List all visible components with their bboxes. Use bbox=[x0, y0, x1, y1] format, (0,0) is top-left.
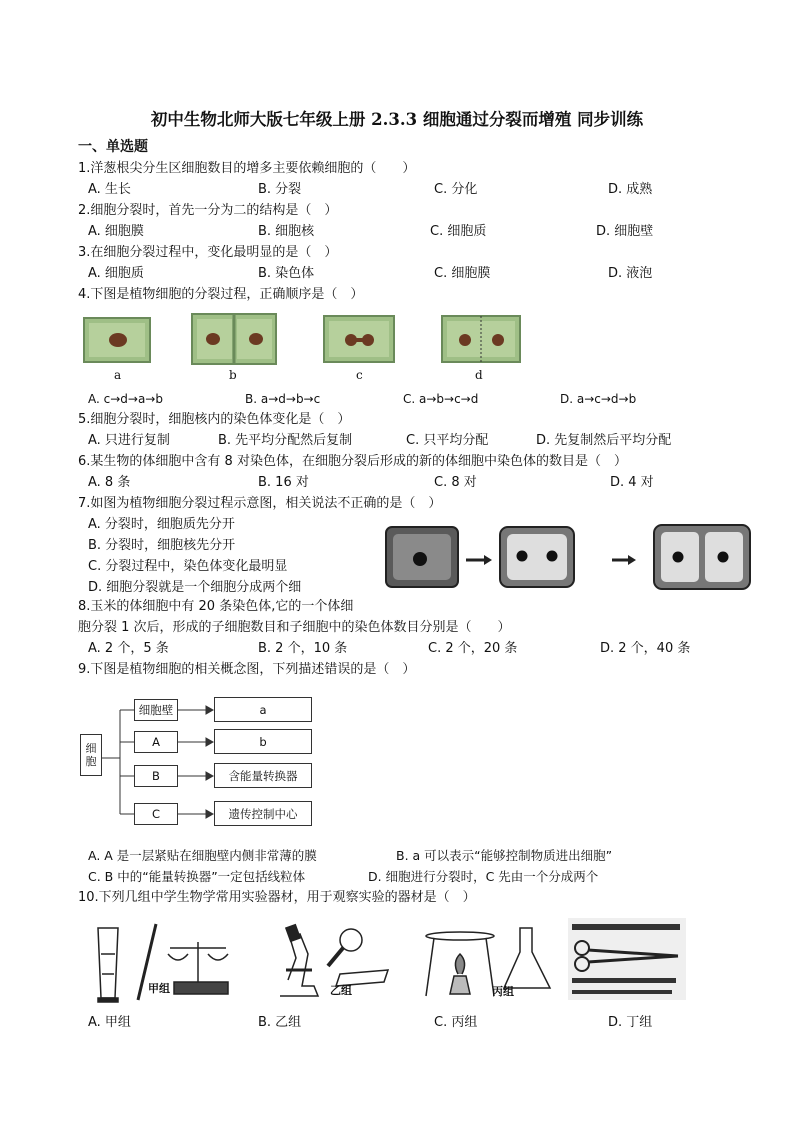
cell-d-label: d bbox=[475, 368, 483, 382]
q8-option-d[interactable]: D. 2 个，40 条 bbox=[600, 641, 691, 656]
question-7-stem: 7.如图为植物细胞分裂过程示意图，相关说法不正确的是（ ） bbox=[78, 496, 442, 511]
cell-stage-2-image bbox=[500, 527, 574, 587]
q5-option-b[interactable]: B. 先平均分配然后复制 bbox=[218, 433, 353, 448]
cell-stage-3-image bbox=[654, 525, 750, 589]
q5-option-a[interactable]: A. 只进行复制 bbox=[88, 433, 170, 448]
arrow-icon bbox=[466, 555, 492, 565]
q10-option-c[interactable]: C. 丙组 bbox=[434, 1015, 478, 1030]
q2-option-d[interactable]: D. 细胞壁 bbox=[596, 224, 654, 239]
q9-option-b[interactable]: B. a 可以表示“能够控制物质进出细胞” bbox=[396, 848, 613, 863]
q10-option-a[interactable]: A. 甲组 bbox=[88, 1015, 131, 1030]
q8-option-b[interactable]: B. 2 个，10 条 bbox=[258, 641, 348, 656]
q4-option-b[interactable]: B. a→d→b→c bbox=[245, 392, 321, 406]
question-9-stem: 9.下图是植物细胞的相关概念图，下列描述错误的是（ ） bbox=[78, 662, 416, 677]
q3-option-a[interactable]: A. 细胞质 bbox=[88, 266, 144, 281]
concept-leaf-genetic-control: 遗传控制中心 bbox=[214, 801, 312, 826]
cell-b-image bbox=[192, 314, 276, 364]
concept-leaf-a: a bbox=[214, 697, 312, 722]
q10-option-b[interactable]: B. 乙组 bbox=[258, 1015, 302, 1030]
cell-stage-1-image bbox=[386, 527, 458, 587]
group-jia-label: 甲组 bbox=[148, 982, 170, 995]
concept-node-b: B bbox=[134, 765, 178, 787]
q1-option-c[interactable]: C. 分化 bbox=[434, 182, 478, 197]
q6-option-d[interactable]: D. 4 对 bbox=[610, 475, 654, 490]
concept-node-a: A bbox=[134, 731, 178, 753]
group-ding-equipment-image bbox=[568, 918, 686, 1000]
question-3-stem: 3.在细胞分裂过程中，变化最明显的是（ ） bbox=[78, 245, 338, 260]
question-8-stem-line-1: 8.玉米的体细胞中有 20 条染色体,它的一个体细 bbox=[78, 599, 354, 614]
concept-leaf-energy-converter: 含能量转换器 bbox=[214, 763, 312, 788]
q7-option-d[interactable]: D. 细胞分裂就是一个细胞分成两个细 bbox=[88, 580, 302, 595]
group-bing-label: 丙组 bbox=[492, 985, 514, 998]
cell-a-label: a bbox=[114, 368, 122, 382]
q7-option-b[interactable]: B. 分裂时，细胞核先分开 bbox=[88, 538, 236, 553]
q1-option-a[interactable]: A. 生长 bbox=[88, 182, 131, 197]
cell-a-image bbox=[84, 318, 150, 362]
q8-option-a[interactable]: A. 2 个，5 条 bbox=[88, 641, 169, 656]
concept-node-cell-wall: 细胞壁 bbox=[134, 699, 178, 721]
q2-option-a[interactable]: A. 细胞膜 bbox=[88, 224, 144, 239]
concept-root-cell: 细胞 bbox=[80, 734, 102, 776]
q3-option-d[interactable]: D. 液泡 bbox=[608, 266, 653, 281]
arrow-icon bbox=[612, 555, 636, 565]
question-4-stem: 4.下图是植物细胞的分裂过程，正确顺序是（ ） bbox=[78, 287, 364, 302]
q7-option-c[interactable]: C. 分裂过程中，染色体变化最明显 bbox=[88, 559, 288, 574]
q6-option-c[interactable]: C. 8 对 bbox=[434, 475, 477, 490]
section-heading: 一、单选题 bbox=[78, 139, 148, 155]
cell-c-label: c bbox=[356, 368, 363, 382]
q1-option-b[interactable]: B. 分裂 bbox=[258, 182, 302, 197]
question-1-stem: 1.洋葱根尖分生区细胞数目的增多主要依赖细胞的（ ） bbox=[78, 161, 416, 176]
q1-option-d[interactable]: D. 成熟 bbox=[608, 182, 653, 197]
question-5-stem: 5.细胞分裂时，细胞核内的染色体变化是（ ） bbox=[78, 412, 351, 427]
q9-option-a[interactable]: A. A 是一层紧贴在细胞壁内侧非常薄的膜 bbox=[88, 848, 317, 863]
cell-c-image bbox=[324, 316, 394, 362]
q10-option-d[interactable]: D. 丁组 bbox=[608, 1015, 653, 1030]
cell-d-image bbox=[442, 316, 520, 362]
q3-option-b[interactable]: B. 染色体 bbox=[258, 266, 315, 281]
plant-cell-division-figure bbox=[384, 523, 754, 593]
question-2-stem: 2.细胞分裂时，首先一分为二的结构是（ ） bbox=[78, 203, 338, 218]
q9-option-c[interactable]: C. B 中的“能量转换器”一定包括线粒体 bbox=[88, 869, 306, 884]
concept-node-c: C bbox=[134, 803, 178, 825]
group-yi-label: 乙组 bbox=[330, 984, 352, 997]
q5-option-c[interactable]: C. 只平均分配 bbox=[406, 433, 489, 448]
q8-option-c[interactable]: C. 2 个，20 条 bbox=[428, 641, 518, 656]
q5-option-d[interactable]: D. 先复制然后平均分配 bbox=[536, 433, 672, 448]
q2-option-b[interactable]: B. 细胞核 bbox=[258, 224, 315, 239]
q6-option-a[interactable]: A. 8 条 bbox=[88, 475, 131, 490]
q9-option-d[interactable]: D. 细胞进行分裂时，C 先由一个分成两个 bbox=[368, 869, 599, 884]
group-bing-equipment-image bbox=[426, 928, 550, 996]
lab-equipment-figure bbox=[88, 914, 768, 1006]
q4-option-a[interactable]: A. c→d→a→b bbox=[88, 392, 163, 406]
question-8-stem-line-2: 胞分裂 1 次后，形成的子细胞数目和子细胞中的染色体数目分别是（ ） bbox=[78, 620, 511, 635]
q6-option-b[interactable]: B. 16 对 bbox=[258, 475, 309, 490]
q4-option-c[interactable]: C. a→b→c→d bbox=[403, 392, 479, 406]
cell-b-label: b bbox=[229, 368, 237, 382]
question-6-stem: 6.某生物的体细胞中含有 8 对染色体，在细胞分裂后形成的新的体细胞中染色体的数目是（ ） bbox=[78, 454, 627, 469]
q7-option-a[interactable]: A. 分裂时，细胞质先分开 bbox=[88, 517, 235, 532]
question-10-stem: 10.下列几组中学生物学常用实验器材，用于观察实验的器材是（ ） bbox=[78, 890, 476, 905]
q3-option-c[interactable]: C. 细胞膜 bbox=[434, 266, 491, 281]
page-title: 初中生物北师大版七年级上册 2.3.3 细胞通过分裂而增殖 同步训练 bbox=[150, 110, 644, 129]
cell-division-figure bbox=[80, 312, 540, 370]
q2-option-c[interactable]: C. 细胞质 bbox=[430, 224, 487, 239]
q4-option-d[interactable]: D. a→c→d→b bbox=[560, 392, 637, 406]
concept-leaf-b: b bbox=[214, 729, 312, 754]
